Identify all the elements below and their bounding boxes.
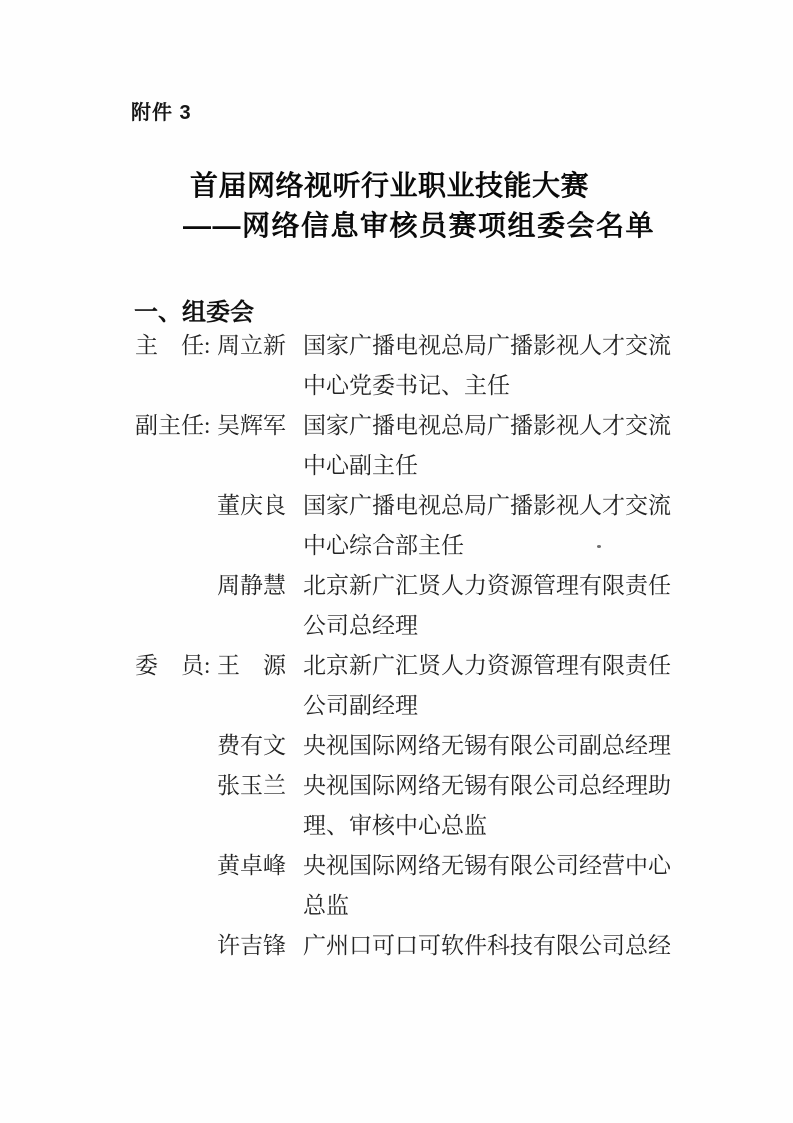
member-desc bbox=[303, 406, 671, 486]
member-name: 周立新 bbox=[217, 333, 286, 358]
member-desc bbox=[303, 846, 671, 926]
committee-list bbox=[135, 326, 671, 966]
committee-entry bbox=[135, 486, 671, 566]
member-name: 许吉锋 bbox=[217, 933, 286, 958]
member-name: 张玉兰 bbox=[217, 773, 286, 798]
committee-entry bbox=[135, 566, 671, 646]
role-label: 副主任: bbox=[135, 413, 211, 438]
member-name: 周静慧 bbox=[217, 573, 286, 598]
member-desc bbox=[303, 326, 671, 406]
desc-line: 国家广播电视总局广播影视人才交流 bbox=[303, 333, 671, 358]
member-name: 黄卓峰 bbox=[217, 853, 286, 878]
desc-line: 中心党委书记、主任 bbox=[303, 373, 510, 398]
member-name: 费有文 bbox=[217, 733, 286, 758]
member-desc bbox=[303, 646, 671, 726]
member-desc bbox=[303, 926, 671, 966]
document-title bbox=[0, 166, 793, 246]
scan-artifact-dot bbox=[597, 545, 601, 548]
committee-entry bbox=[135, 646, 671, 726]
desc-line: 理、审核中心总监 bbox=[303, 813, 487, 838]
role-label: 主 任: bbox=[135, 333, 211, 358]
committee-entry bbox=[135, 766, 671, 846]
desc-line: 北京新广汇贤人力资源管理有限责任 bbox=[303, 573, 671, 598]
desc-line: 国家广播电视总局广播影视人才交流 bbox=[303, 493, 671, 518]
member-desc bbox=[303, 486, 671, 566]
desc-line: 北京新广汇贤人力资源管理有限责任 bbox=[303, 653, 671, 678]
document-title-line2: ——网络信息审核员赛项组委会名单 bbox=[183, 210, 656, 241]
member-desc bbox=[303, 766, 671, 846]
desc-line: 央视国际网络无锡有限公司总经理助 bbox=[303, 773, 671, 798]
committee-entry bbox=[135, 846, 671, 926]
desc-line: 广州口可口可软件科技有限公司总经 bbox=[303, 933, 671, 958]
member-name: 吴辉军 bbox=[217, 413, 286, 438]
desc-line: 国家广播电视总局广播影视人才交流 bbox=[303, 413, 671, 438]
desc-line: 公司副经理 bbox=[303, 693, 418, 718]
committee-entry bbox=[135, 926, 671, 966]
desc-line: 公司总经理 bbox=[303, 613, 418, 638]
desc-line: 中心副主任 bbox=[303, 453, 418, 478]
committee-entry bbox=[135, 326, 671, 406]
desc-line: 央视国际网络无锡有限公司副总经理 bbox=[303, 733, 671, 758]
committee-entry bbox=[135, 406, 671, 486]
attachment-label: 附件 3 bbox=[131, 102, 192, 124]
role-label: 委 员: bbox=[135, 653, 211, 678]
desc-line: 总监 bbox=[303, 893, 349, 918]
member-name: 董庆良 bbox=[217, 493, 286, 518]
desc-line: 中心综合部主任 bbox=[303, 533, 464, 558]
document-title-line1: 首届网络视听行业职业技能大赛 bbox=[190, 170, 590, 201]
member-desc bbox=[303, 726, 671, 766]
section-heading: 一、组委会 bbox=[134, 299, 254, 326]
member-desc bbox=[303, 566, 671, 646]
committee-entry bbox=[135, 726, 671, 766]
member-name: 王 源 bbox=[217, 653, 286, 678]
desc-line: 央视国际网络无锡有限公司经营中心 bbox=[303, 853, 671, 878]
